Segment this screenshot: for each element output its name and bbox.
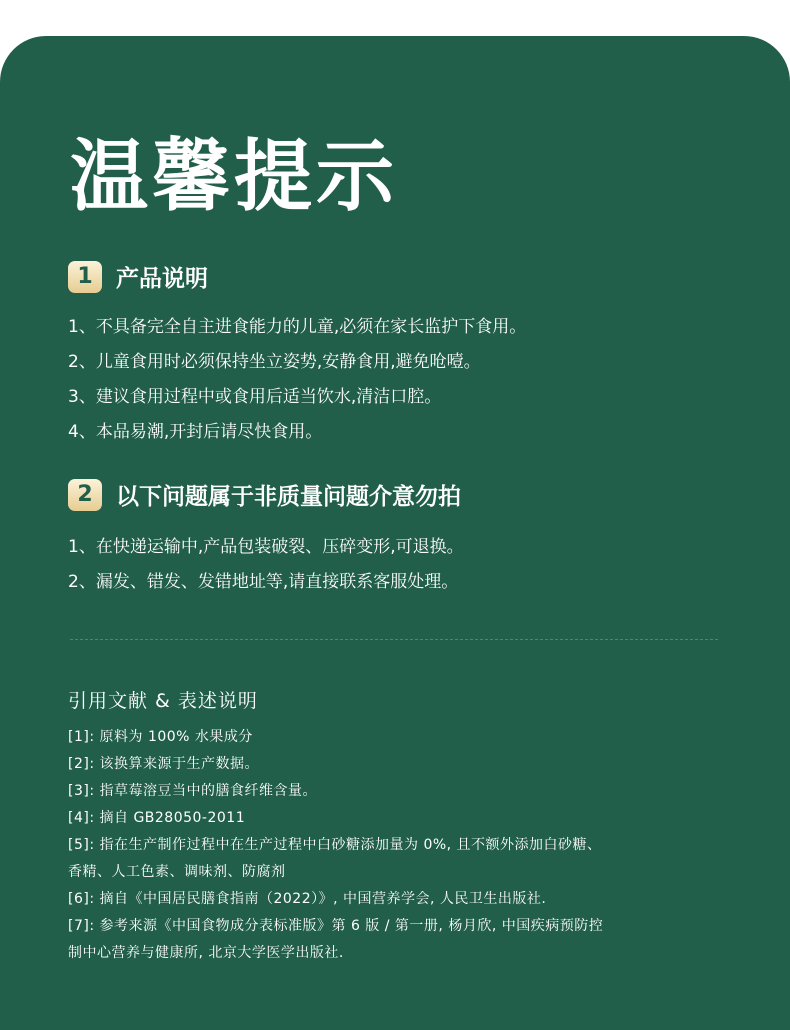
reference-line: 香精、人工色素、调味剂、防腐剂 bbox=[68, 864, 286, 880]
reference-line: [6]: 摘自《中国居民膳食指南（2022）》, 中国营养学会, 人民卫生出版社. bbox=[68, 891, 547, 907]
page-title: 温馨提示 bbox=[70, 132, 399, 222]
reference-line: [3]: 指草莓溶豆当中的膳食纤维含量。 bbox=[68, 783, 317, 799]
section-number-badge: 2 bbox=[68, 479, 102, 511]
reference-line: [4]: 摘自 GB28050-2011 bbox=[68, 810, 246, 826]
list-item: 3、建议食用过程中或食用后适当饮水,清洁口腔。 bbox=[68, 387, 442, 407]
reference-line: 制中心营养与健康所, 北京大学医学出版社. bbox=[68, 945, 344, 961]
reference-line: [1]: 原料为 100% 水果成分 bbox=[68, 729, 253, 745]
section-header-product-info bbox=[68, 260, 208, 293]
references-list bbox=[68, 724, 728, 967]
section-number-badge: 1 bbox=[68, 261, 102, 293]
list-item: 1、在快递运输中,产品包装破裂、压碎变形,可退换。 bbox=[68, 537, 464, 557]
non-quality-list bbox=[68, 530, 464, 600]
dashed-divider bbox=[70, 639, 718, 640]
list-item: 2、漏发、错发、发错地址等,请直接联系客服处理。 bbox=[68, 572, 459, 592]
list-item: 2、儿童食用时必须保持坐立姿势,安静食用,避免呛噎。 bbox=[68, 352, 481, 372]
section-header-non-quality bbox=[68, 478, 461, 511]
reference-line: [7]: 参考来源《中国食物成分表标准版》第 6 版 / 第一册, 杨月欣, 中国疾病预防控 bbox=[68, 918, 604, 934]
list-item: 4、本品易潮,开封后请尽快食用。 bbox=[68, 422, 323, 442]
section-title: 产品说明 bbox=[116, 266, 208, 292]
tips-card bbox=[0, 36, 790, 1030]
references-title: 引用文献 & 表述说明 bbox=[68, 690, 258, 712]
list-item: 1、不具备完全自主进食能力的儿童,必须在家长监护下食用。 bbox=[68, 317, 527, 337]
reference-line: [2]: 该换算来源于生产数据。 bbox=[68, 756, 259, 772]
product-info-list bbox=[68, 310, 526, 450]
section-title: 以下问题属于非质量问题介意勿拍 bbox=[116, 484, 461, 510]
reference-line: [5]: 指在生产制作过程中在生产过程中白砂糖添加量为 0%, 且不额外添加白砂糖、 bbox=[68, 837, 602, 853]
